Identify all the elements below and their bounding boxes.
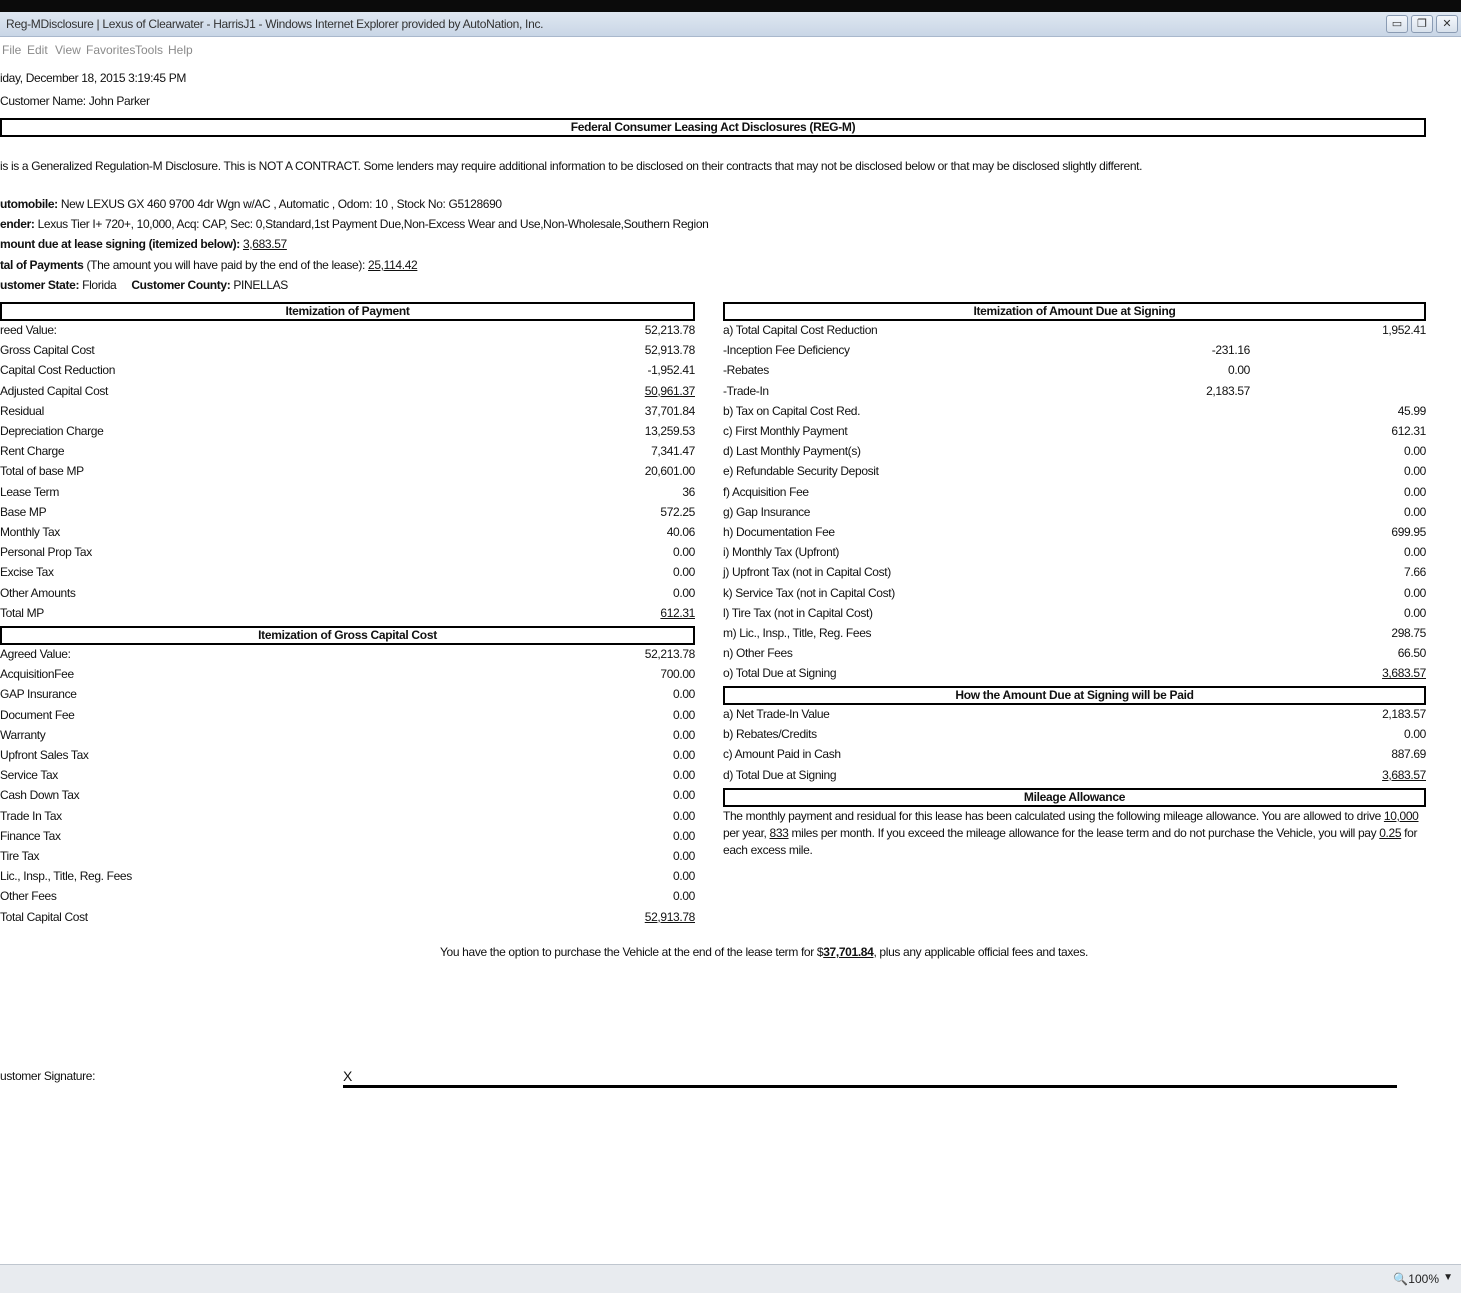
gross-cost-row-value: 0.00 (673, 788, 695, 803)
miles-per-year: 10,000 (1383, 809, 1419, 823)
due-at-signing-row-label: -Rebates (723, 363, 769, 378)
payment-row-value: 7,341.47 (651, 444, 695, 459)
gross-cost-row (0, 849, 695, 865)
status-bar (0, 1264, 1461, 1293)
due-at-signing-row-value: 7.66 (1404, 565, 1426, 580)
due-at-signing-row (723, 606, 1426, 622)
gross-cost-row-label: Upfront Sales Tax (0, 748, 89, 762)
payment-row-label: Residual (0, 403, 44, 418)
due-at-signing-row-label: n) Other Fees (723, 646, 793, 661)
gross-cost-row-value: 52,213.78 (644, 647, 695, 661)
gross-cost-row-value: 0.00 (673, 808, 695, 823)
payment-row (0, 323, 695, 339)
payment-row-label: Excise Tax (0, 565, 54, 580)
document-page[interactable] (0, 63, 1461, 1264)
payment-row-value: 52,913.78 (644, 343, 695, 358)
gross-cost-row-label: Document Fee (0, 707, 75, 722)
total-payments-label: tal of Payments (0, 258, 84, 272)
payment-row-value: 40.06 (666, 525, 695, 539)
due-at-signing-row-label: c) First Monthly Payment (723, 424, 848, 438)
how-paid-row-value: 0.00 (1404, 727, 1426, 742)
customer-name: John Parker (88, 94, 150, 108)
county-label: Customer County: (131, 278, 231, 292)
payment-row (0, 525, 695, 541)
how-paid-row-label: b) Rebates/Credits (723, 727, 817, 742)
gross-cost-row (0, 910, 695, 926)
mileage-text-part: The monthly payment and residual for this lease has been calculated using the following mileage allowance. You are allowed to drive (723, 809, 1384, 823)
due-at-signing-row-label: h) Documentation Fee (723, 525, 835, 539)
state-label: ustomer State: (0, 278, 80, 292)
zoom-value: 100% (1408, 1272, 1439, 1286)
payment-row-label: Rent Charge (0, 444, 65, 459)
due-at-signing-row-label: l) Tire Tax (not in Capital Cost) (723, 605, 873, 620)
mileage-text-part: miles per month. If you exceed the mileage allowance for the lease term and do not purchase the Vehicle, you will pay (788, 826, 1380, 840)
payment-row (0, 363, 695, 379)
gross-cost-row (0, 889, 695, 905)
window-titlebar[interactable] (0, 12, 1461, 37)
payment-row-label: Total of base MP (0, 464, 84, 479)
due-at-signing-row-label: -Trade-In (723, 383, 769, 398)
payment-row-value: 13,259.53 (644, 424, 695, 438)
due-at-signing-row-value: 298.75 (1391, 626, 1426, 640)
due-at-signing-row-label: o) Total Due at Signing (723, 666, 837, 681)
minimize-icon[interactable]: ▭ (1386, 15, 1408, 33)
gross-cost-row (0, 869, 695, 885)
gross-cost-row-value: 0.00 (673, 748, 695, 762)
payment-row-label: Other Amounts (0, 585, 76, 600)
how-paid-row-label: a) Net Trade-In Value (723, 707, 830, 721)
purchase-option-text (440, 945, 1088, 959)
document-title: Federal Consumer Leasing Act Disclosures (REG-M) (0, 118, 1426, 137)
due-at-signing-row-label: a) Total Capital Cost Reduction (723, 323, 878, 337)
due-at-signing-row-label: j) Upfront Tax (not in Capital Cost) (723, 565, 891, 580)
gross-cost-row (0, 829, 695, 845)
restore-icon[interactable]: ❐ (1411, 15, 1433, 33)
how-paid-row-value: 887.69 (1391, 747, 1426, 762)
how-paid-row-value: 2,183.57 (1382, 707, 1426, 721)
gross-cost-row (0, 687, 695, 703)
gross-cost-row (0, 809, 695, 825)
payment-row-value: 572.25 (660, 504, 695, 519)
how-paid-row-label: c) Amount Paid in Cash (723, 747, 841, 762)
due-at-signing-row-subvalue: 0.00 (1228, 363, 1250, 378)
due-at-signing-row-value: 0.00 (1404, 444, 1426, 459)
payment-row-label: Capital Cost Reduction (0, 363, 116, 378)
mileage-text-part: per year, (723, 826, 770, 840)
itemization-gross-header: Itemization of Gross Capital Cost (0, 626, 695, 645)
gross-cost-row-label: Service Tax (0, 768, 58, 783)
chevron-down-icon[interactable]: ▼ (1443, 1272, 1453, 1283)
due-at-signing-row-value: 1,952.41 (1382, 323, 1426, 337)
payment-row (0, 586, 695, 602)
itemization-payment-header: Itemization of Payment (0, 302, 695, 321)
menu-help[interactable]: Help (168, 43, 193, 57)
due-at-signing-row-label: -Inception Fee Deficiency (723, 343, 850, 358)
due-at-signing-row-label: i) Monthly Tax (Upfront) (723, 545, 840, 560)
due-at-signing-row-value: 0.00 (1404, 484, 1426, 499)
due-at-signing-row (723, 565, 1426, 581)
payment-row-value: 50,961.37 (644, 383, 695, 398)
payment-row-value: 0.00 (673, 585, 695, 600)
window-title: Reg-MDisclosure | Lexus of Clearwater - HarrisJ1 - Windows Internet Explorer provided by AutoNation, Inc. (6, 17, 544, 31)
purchase-option-part: , plus any applicable official fees and taxes. (873, 945, 1088, 959)
menu-tools[interactable]: Tools (135, 43, 164, 57)
payment-row (0, 343, 695, 359)
due-at-signing-row-value: 45.99 (1397, 403, 1426, 418)
due-at-signing-row-label: m) Lic., Insp., Title, Reg. Fees (723, 626, 872, 640)
gross-cost-row-value: 0.00 (673, 727, 695, 742)
payment-row-label: Lease Term (0, 484, 59, 499)
due-at-signing-row (723, 444, 1426, 460)
menu-file[interactable]: File (2, 43, 22, 57)
customer-name-line (0, 94, 150, 108)
payment-row (0, 424, 695, 440)
payment-row-label: Base MP (0, 504, 47, 519)
automobile-value: New LEXUS GX 460 9700 4dr Wgn w/AC , Automatic , Odom: 10 , Stock No: G5128690 (60, 197, 502, 211)
payment-row-value: -1,952.41 (647, 363, 695, 378)
menu-bar (0, 37, 1461, 63)
payment-row-label: Personal Prop Tax (0, 545, 92, 560)
mileage-header: Mileage Allowance (723, 788, 1426, 807)
payment-row (0, 606, 695, 622)
due-at-signing-row (723, 323, 1426, 339)
gross-cost-row-value: 0.00 (673, 768, 695, 783)
payment-row-value: 612.31 (660, 605, 695, 620)
menu-edit[interactable]: Edit (27, 43, 48, 57)
payment-row (0, 545, 695, 561)
payment-row-label: reed Value: (0, 323, 57, 337)
due-at-signing-row-subvalue: -231.16 (1211, 343, 1250, 358)
gross-cost-row-value: 0.00 (673, 828, 695, 843)
gross-cost-row-label: Tire Tax (0, 849, 40, 863)
payment-row (0, 444, 695, 460)
amount-due-value: 3,683.57 (242, 237, 287, 251)
gross-cost-row-value: 0.00 (673, 889, 695, 904)
gross-cost-row-label: AcquisitionFee (0, 667, 74, 682)
amount-due-header: Itemization of Amount Due at Signing (723, 302, 1426, 321)
due-at-signing-row (723, 485, 1426, 501)
lender-label: ender: (0, 217, 35, 231)
payment-row (0, 384, 695, 400)
due-at-signing-row-value: 0.00 (1404, 545, 1426, 560)
gross-cost-row (0, 728, 695, 744)
total-payments-line (0, 258, 417, 272)
due-at-signing-row-label: e) Refundable Security Deposit (723, 464, 879, 479)
signature-line[interactable] (343, 1085, 1397, 1088)
signature-mark: X (343, 1068, 352, 1084)
payment-row (0, 404, 695, 420)
due-at-signing-row-label: k) Service Tax (not in Capital Cost) (723, 585, 895, 600)
due-at-signing-row-value: 612.31 (1391, 424, 1426, 438)
payment-row-value: 52,213.78 (644, 323, 695, 337)
payment-row-label: Adjusted Capital Cost (0, 383, 109, 398)
payment-row-label: Depreciation Charge (0, 424, 104, 438)
gross-cost-row-value: 0.00 (673, 869, 695, 884)
automobile-label: utomobile: (0, 197, 58, 211)
automobile-line (0, 197, 502, 211)
gross-cost-row-value: 52,913.78 (644, 909, 695, 924)
gross-cost-row-label: Warranty (0, 727, 46, 742)
gross-cost-row (0, 788, 695, 804)
report-datetime: iday, December 18, 2015 3:19:45 PM (0, 71, 186, 85)
payment-row-value: 37,701.84 (644, 403, 695, 418)
gross-cost-row-label: Trade In Tax (0, 808, 62, 823)
zoom-level[interactable]: 🔍100% (1393, 1272, 1439, 1286)
menu-view[interactable]: View (55, 43, 81, 57)
due-at-signing-row (723, 384, 1426, 400)
due-at-signing-row-value: 0.00 (1404, 585, 1426, 600)
due-at-signing-row (723, 505, 1426, 521)
lender-line (0, 217, 708, 231)
customer-name-label: Customer Name: (0, 94, 86, 108)
due-at-signing-row (723, 666, 1426, 682)
menu-favorites[interactable]: Favorites (86, 43, 136, 57)
payment-row (0, 565, 695, 581)
gross-cost-row-label: Lic., Insp., Title, Reg. Fees (0, 869, 132, 884)
payment-row (0, 505, 695, 521)
due-at-signing-row (723, 626, 1426, 642)
due-at-signing-row-value: 0.00 (1404, 464, 1426, 479)
how-paid-row-label: d) Total Due at Signing (723, 767, 837, 782)
how-paid-row (723, 707, 1426, 723)
payment-row-label: Gross Capital Cost (0, 343, 95, 358)
amount-due-label: mount due at lease signing (itemized below): (0, 237, 240, 251)
payment-row-value: 36 (682, 484, 695, 499)
payment-row (0, 485, 695, 501)
payment-row-value: 0.00 (673, 545, 695, 560)
signature-label: ustomer Signature: (0, 1069, 96, 1083)
county-value: PINELLAS (233, 278, 288, 292)
disclaimer-text: is is a Generalized Regulation-M Disclosure. This is NOT A CONTRACT. Some lenders may require additional information to be disclosed on their contracts that may not be disclosed below or that may be disclosed slightly different. (0, 159, 1143, 173)
gross-cost-row-value: 0.00 (673, 849, 695, 863)
payment-row-label: Total MP (0, 605, 44, 620)
due-at-signing-row-subvalue: 2,183.57 (1206, 383, 1250, 398)
gross-cost-row (0, 748, 695, 764)
due-at-signing-row-label: g) Gap Insurance (723, 504, 811, 519)
due-at-signing-row (723, 545, 1426, 561)
due-at-signing-row-label: d) Last Monthly Payment(s) (723, 444, 861, 459)
amount-due-line (0, 237, 287, 251)
gross-cost-row-label: GAP Insurance (0, 687, 77, 702)
total-payments-value: 25,114.42 (368, 258, 418, 272)
how-paid-row (723, 727, 1426, 743)
purchase-option-part: You have the option to purchase the Vehicle at the end of the lease term for $ (440, 945, 824, 959)
due-at-signing-row (723, 646, 1426, 662)
gross-cost-row-label: Other Fees (0, 889, 57, 904)
due-at-signing-row (723, 343, 1426, 359)
purchase-option-amount: 37,701.84 (823, 945, 874, 959)
excess-mile-rate: 0.25 (1379, 826, 1402, 840)
gross-cost-row-label: Finance Tax (0, 828, 61, 843)
state-value: Florida (82, 278, 117, 292)
gross-cost-row-label: Cash Down Tax (0, 788, 80, 803)
due-at-signing-row-value: 3,683.57 (1382, 666, 1426, 681)
due-at-signing-row-value: 699.95 (1391, 525, 1426, 539)
payment-row-value: 20,601.00 (644, 464, 695, 479)
how-paid-row (723, 768, 1426, 784)
gross-cost-row (0, 768, 695, 784)
gross-cost-row-value: 700.00 (660, 667, 695, 682)
due-at-signing-row-label: b) Tax on Capital Cost Red. (723, 403, 861, 418)
mileage-text-part: for each excess mile. (723, 826, 1418, 857)
total-payments-note: (The amount you will have paid by the end of the lease): (86, 258, 366, 272)
due-at-signing-row (723, 363, 1426, 379)
window-top-edge (0, 0, 1461, 12)
gross-cost-row (0, 647, 695, 663)
customer-location-line (0, 278, 288, 292)
gross-cost-row-value: 0.00 (673, 687, 695, 702)
gross-cost-row-value: 0.00 (673, 707, 695, 722)
close-icon[interactable]: ✕ (1436, 15, 1458, 33)
mileage-text (723, 808, 1428, 859)
due-at-signing-row-value: 0.00 (1404, 504, 1426, 519)
due-at-signing-row (723, 464, 1426, 480)
gross-cost-row (0, 708, 695, 724)
due-at-signing-row-value: 66.50 (1397, 646, 1426, 661)
gross-cost-row (0, 667, 695, 683)
due-at-signing-row-label: f) Acquisition Fee (723, 484, 809, 499)
due-at-signing-row (723, 424, 1426, 440)
gross-cost-row-label: Total Capital Cost (0, 909, 88, 924)
how-paid-header: How the Amount Due at Signing will be Paid (723, 686, 1426, 705)
how-paid-row (723, 747, 1426, 763)
how-paid-row-value: 3,683.57 (1382, 767, 1426, 782)
gross-cost-row-label: Agreed Value: (0, 647, 71, 661)
payment-row-label: Monthly Tax (0, 525, 60, 539)
miles-per-month: 833 (769, 826, 789, 840)
due-at-signing-row (723, 525, 1426, 541)
due-at-signing-row (723, 404, 1426, 420)
due-at-signing-row (723, 586, 1426, 602)
payment-row-value: 0.00 (673, 565, 695, 580)
payment-row (0, 464, 695, 480)
lender-value: Lexus Tier I+ 720+, 10,000, Acq: CAP, Sec: 0,Standard,1st Payment Due,Non-Excess Wear and Use,Non-Wholesale,Southern Region (37, 217, 709, 231)
due-at-signing-row-value: 0.00 (1404, 605, 1426, 620)
